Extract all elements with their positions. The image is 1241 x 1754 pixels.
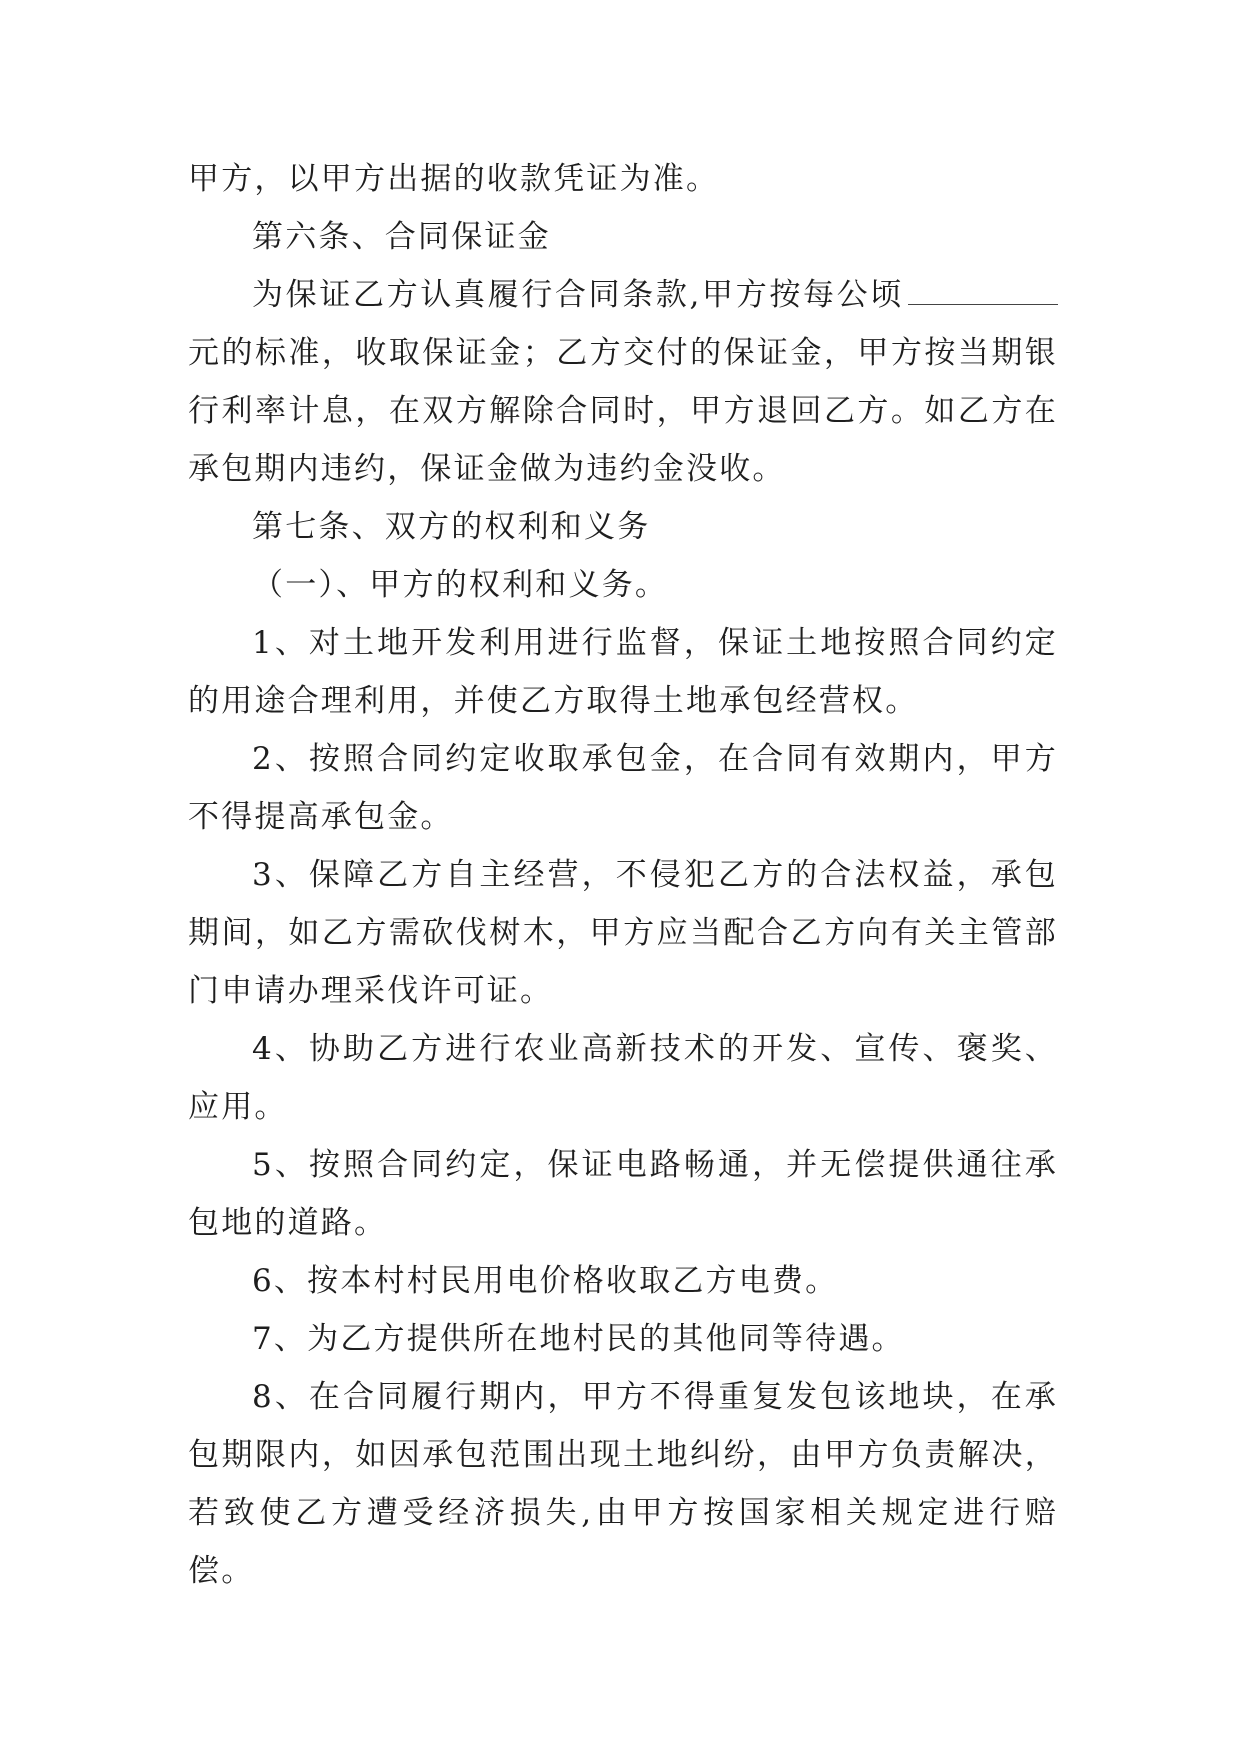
- clause-5: 5、按照合同约定，保证电路畅通，并无偿提供通往承包地的道路。: [188, 1147, 1058, 1241]
- section-1-heading: （一）、甲方的权利和义务。: [252, 567, 669, 603]
- clause-3: 3、保障乙方自主经营，不侵犯乙方的合法权益，承包期间，如乙方需砍伐树木，甲方应当配合乙方向有关主管部门申请办理采伐许可证。: [188, 857, 1058, 1009]
- clause-1: 1、对土地开发利用进行监督，保证土地按照合同约定的用途合理利用，并使乙方取得土地承包经营权。: [188, 625, 1058, 719]
- clause-4: 4、协助乙方进行农业高新技术的开发、宣传、褒奖、应用。: [188, 1031, 1058, 1125]
- clause-7: 7、为乙方提供所在地村民的其他同等待遇。: [252, 1321, 905, 1357]
- clause-6: 6、按本村村民用电价格收取乙方电费。: [252, 1263, 839, 1299]
- article-6-body: [188, 266, 1058, 498]
- paragraph-continuation: 甲方，以甲方出据的收款凭证为准。: [188, 161, 720, 197]
- article-6-heading: 第六条、合同保证金: [252, 219, 551, 255]
- article-6-text-before-blank: 为保证乙方认真履行合同条款,甲方按每公顷: [252, 277, 904, 313]
- clause-8: 8、在合同履行期内，甲方不得重复发包该地块，在承包期限内，如因承包范围出现土地纠纷，由甲方负责解决，若致使乙方遭受经济损失,由甲方按国家相关规定进行赔偿。: [188, 1379, 1058, 1589]
- article-6-text-after-blank: 元的标准，收取保证金；乙方交付的保证金，甲方按当期银行利率计息，在双方解除合同时，甲方退回乙方。如乙方在承包期内违约，保证金做为违约金没收。: [188, 335, 1058, 487]
- document-body: [188, 150, 1058, 1600]
- article-7-heading: 第七条、双方的权利和义务: [252, 509, 651, 545]
- fill-in-blank: [908, 278, 1058, 305]
- clause-2: 2、按照合同约定收取承包金，在合同有效期内，甲方不得提高承包金。: [188, 741, 1058, 835]
